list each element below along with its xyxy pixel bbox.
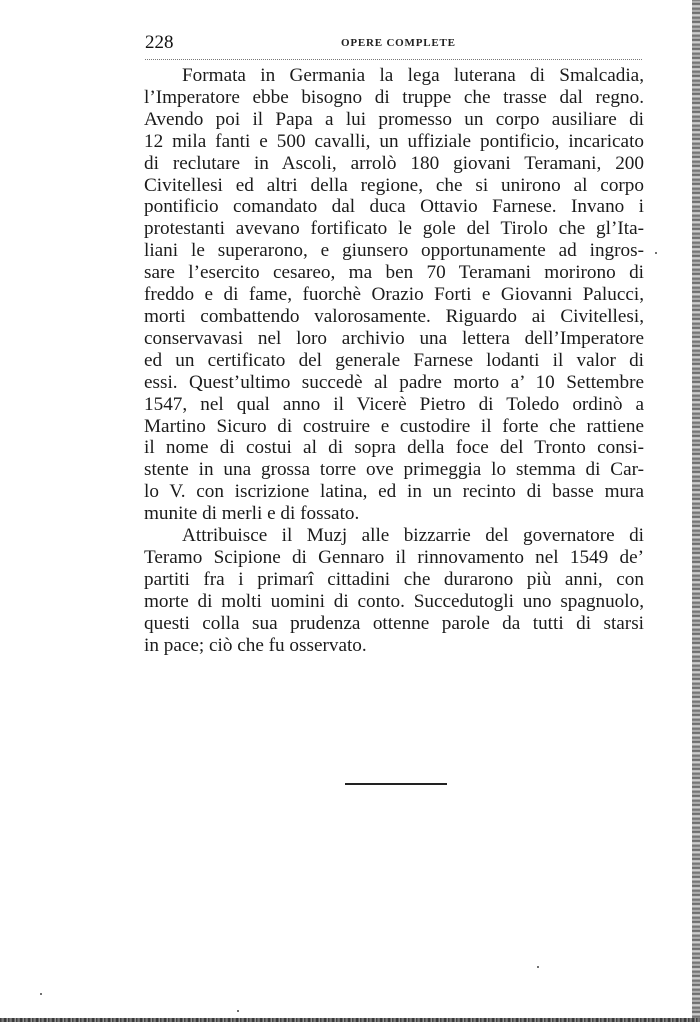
text-line: in pace; ciò che fu osservato. bbox=[144, 634, 367, 656]
body-text bbox=[144, 65, 644, 656]
text-line: Attribuisce il Muzj alle bizzarrie del governatore di bbox=[182, 525, 644, 547]
text-line: pontificio comandato dal duca Ottavio Farnese. Invano i bbox=[144, 196, 644, 218]
text-line: di reclutare in Ascoli, arrolò 180 giovani Teramani, 200 bbox=[144, 152, 644, 174]
running-header bbox=[145, 32, 642, 56]
text-line: Avendo poi il Papa a lui promesso un corpo ausiliare di bbox=[144, 108, 644, 130]
text-line: Civitellesi ed altri della regione, che si unirono al corpo bbox=[144, 174, 644, 196]
text-line: questi colla sua prudenza ottenne parole da tutti di starsi bbox=[144, 612, 644, 634]
scan-speck bbox=[237, 1010, 239, 1012]
text-line: munite di merli e di fossato. bbox=[144, 503, 360, 525]
running-title: OPERE COMPLETE bbox=[341, 37, 456, 49]
end-rule bbox=[345, 783, 447, 785]
text-line: liani le superarono, e giunsero opportunamente ad ingros- bbox=[144, 240, 644, 262]
text-line: 12 mila fanti e 500 cavalli, un uffiziale pontificio, incaricato bbox=[144, 130, 644, 152]
page-edge-bottom bbox=[0, 1018, 700, 1022]
text-line: 1547, nel qual anno il Vicerè Pietro di Toledo ordinò a bbox=[144, 393, 644, 415]
text-line: essi. Quest’ultimo succedè al padre morto a’ 10 Settembre bbox=[144, 371, 644, 393]
text-line: Formata in Germania la lega luterana di Smalcadia, bbox=[182, 65, 644, 86]
scan-speck bbox=[40, 993, 42, 995]
text-line: ed un certificato del generale Farnese lodanti il valor di bbox=[144, 349, 644, 371]
scan-speck bbox=[655, 252, 657, 254]
text-line: sare l’esercito cesareo, ma ben 70 Teramani morirono di bbox=[144, 262, 644, 284]
text-line: morti combattendo valorosamente. Riguardo ai Civitellesi, bbox=[144, 305, 644, 327]
text-line: conservavasi nel loro archivio una lettera dell’Imperatore bbox=[144, 327, 644, 349]
page-number: 228 bbox=[145, 32, 174, 53]
text-line: protestanti avevano fortificato le gole del Tirolo che gl’Ita- bbox=[144, 218, 644, 240]
scan-speck bbox=[537, 966, 539, 968]
header-rule bbox=[145, 59, 642, 60]
page-edge-right bbox=[692, 0, 700, 1022]
text-line: l’Imperatore ebbe bisogno di truppe che trasse dal regno. bbox=[144, 86, 644, 108]
text-line: Martino Sicuro di costruire e custodire il forte che rattiene bbox=[144, 415, 644, 437]
text-line: stente in una grossa torre ove primeggia lo stemma di Car- bbox=[144, 459, 644, 481]
text-line: morte di molti uomini di conto. Succedutogli uno spagnuolo, bbox=[144, 590, 644, 612]
text-line: il nome di costui al di sopra della foce del Tronto consi- bbox=[144, 437, 644, 459]
paragraph-1 bbox=[144, 65, 644, 525]
text-line: partiti fra i primarî cittadini che durarono più anni, con bbox=[144, 568, 644, 590]
text-line: freddo e di fame, fuorchè Orazio Forti e Giovanni Palucci, bbox=[144, 284, 644, 306]
paragraph-2 bbox=[144, 525, 644, 656]
text-line: lo V. con iscrizione latina, ed in un recinto di basse mura bbox=[144, 481, 644, 503]
text-line: Teramo Scipione di Gennaro il rinnovamento nel 1549 de’ bbox=[144, 546, 644, 568]
